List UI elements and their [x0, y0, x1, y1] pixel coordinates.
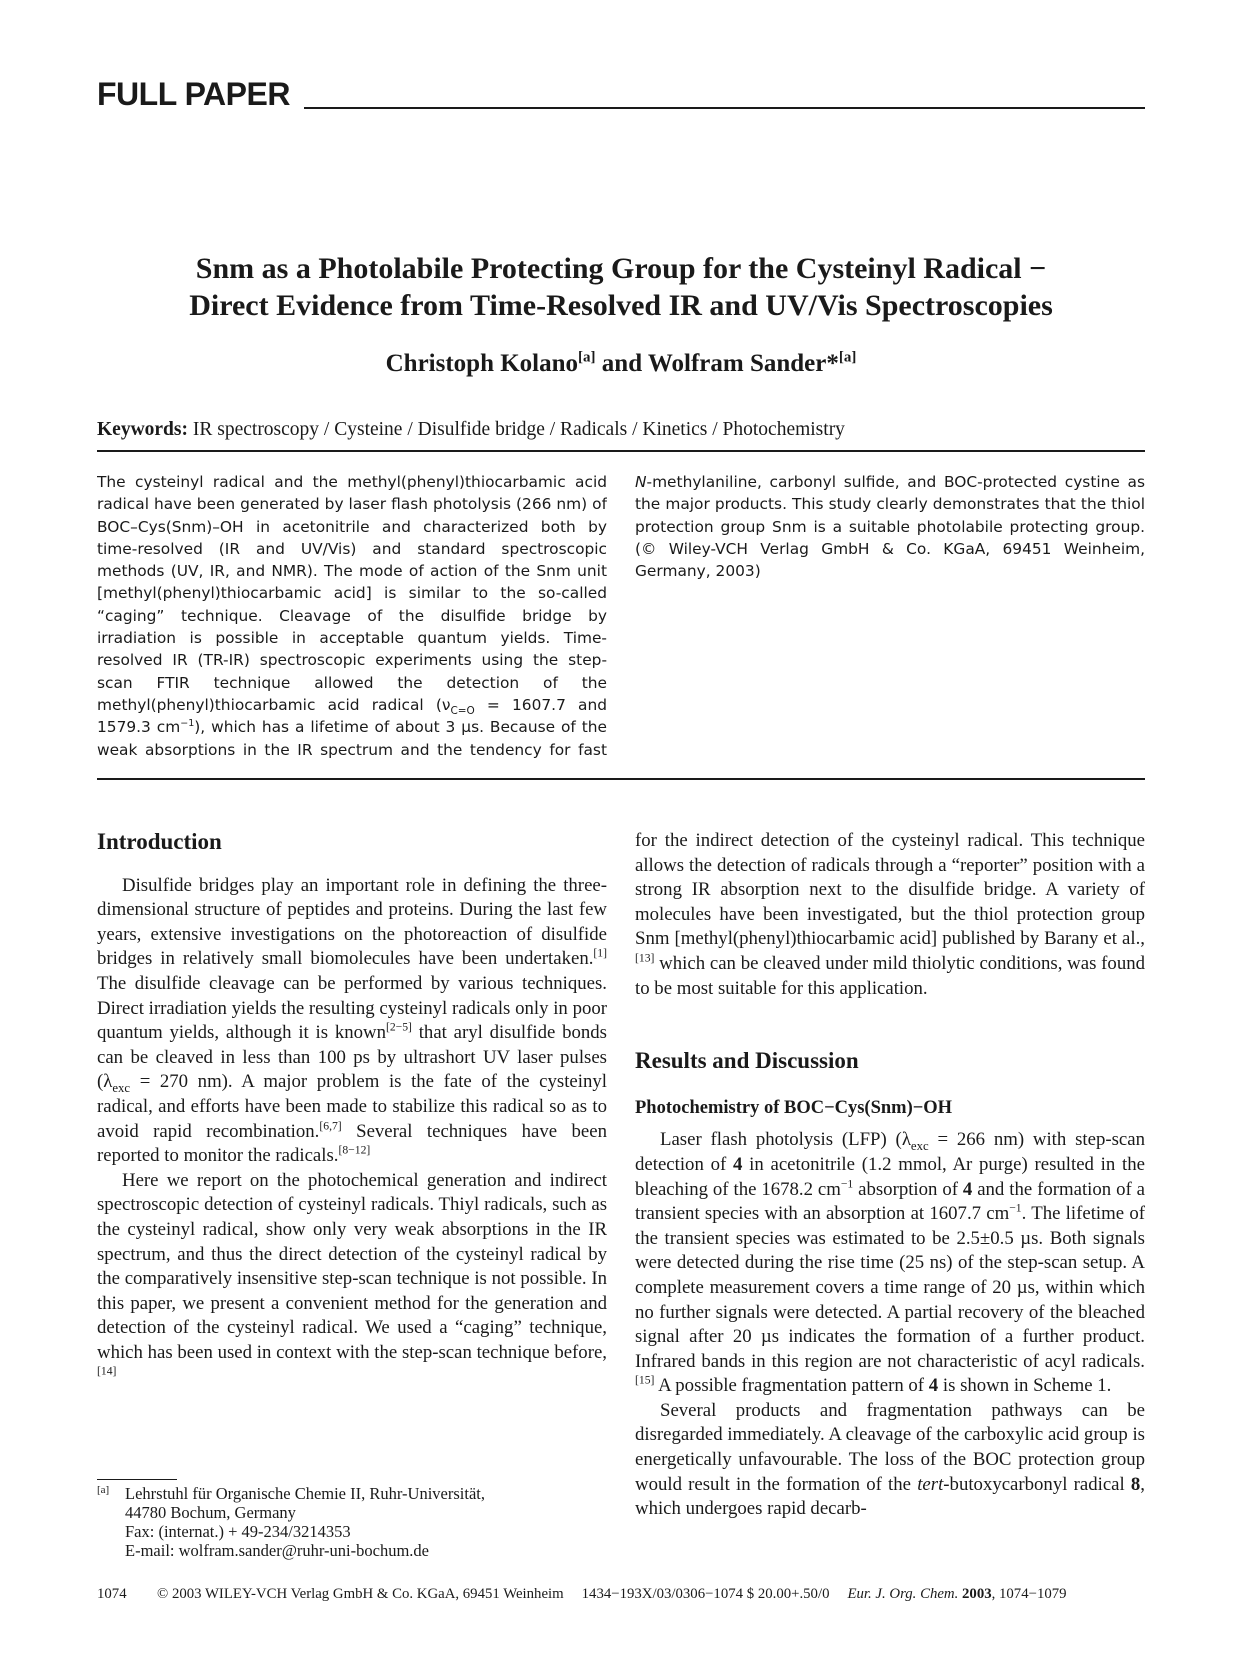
page-footer [97, 1586, 1145, 1603]
footer-code: 1434−193X/03/0306−1074 $ 20.00+.50/0 [581, 1586, 830, 1602]
intro-paragraph-2-part-2: for the indirect detection of the cysteinyl radical. This technique allows the detection of radicals through a “reporter” position with a strong IR absorption next to the disulfide bridge. A variety of molecules have been investigated, but the thiol protection group Snm [methyl(phenyl)thiocarbamic acid] published by Barany et al.,[13] which can be cleaved under mild thiolytic conditions, was found to be most suitable for this application. [635, 830, 1145, 999]
footnote-mark: [a] [97, 1484, 110, 1496]
abstract-text-4: -methylaniline, carbonyl sulfide, and BOC-protected cystine as the major products. This study clearly demonstrates that the thiol protection group Snm is a suitable photolabile protecting group. (© Wiley-VCH Verlag GmbH & Co. KGaA, 69451 Weinheim, Germany, 2003) [635, 473, 1145, 581]
keywords-label: Keywords: [97, 419, 188, 440]
journal-year: 2003 [962, 1586, 992, 1602]
keywords [97, 419, 845, 441]
author-2-affiliation[interactable]: [a] [838, 349, 857, 366]
abstract-top-rule [97, 450, 1145, 452]
journal-name: Eur. J. Org. Chem. [847, 1586, 959, 1602]
journal-pages: , 1074−1079 [991, 1586, 1067, 1602]
footnote-rule [97, 1479, 177, 1480]
abstract-text-2: = 1607.7 and 1579.3 cm [97, 695, 607, 737]
citation-15[interactable]: [15] [635, 1374, 655, 1388]
author-conjunction: and [595, 350, 648, 377]
abstract-superscript: −1 [180, 718, 195, 730]
citation-13[interactable]: [13] [635, 951, 655, 965]
abstract-bottom-rule [97, 778, 1145, 780]
intro-paragraph-1: Disulfide bridges play an important role in defining the three-dimensional structure of peptides and proteins. During the last few years, extensive investigations on the photoreaction of disulfide bridges in relatively small biomolecules have been undertaken.[1] The disulfide cleavage can be performed by various techniques. Direct irradiation yields the resulting cysteinyl radicals only in poor quantum yields, although it is known[2−5] that aryl disulfide bonds can be cleaved in less than 100 ps by ultrashort UV laser pulses ($\lambda_{exc} = 270$ nm). A major problem is the fate of the cysteinyl radical, and efforts have been made to stabilize this radical so as to avoid rapid recombination.[6,7] Several techniques have been reported to monitor the radicals.[8−12] [97, 874, 607, 1167]
title-line-1: Snm as a Photolabile Protecting Group for the Cysteinyl Radical − [195, 252, 1047, 285]
results-heading: Results and Discussion [635, 1048, 859, 1074]
author-1: Christoph Kolano [385, 350, 579, 377]
abstract-text-1: The cysteinyl radical and the methyl(phenyl)thiocarbamic acid radical have been generated by laser flash photolysis (266 nm) of BOC–Cys(Snm)–OH in acetonitrile and characterized both by time-resolved (IR and UV/Vis) and standard spectroscopic methods (UV, IR, and NMR). The mode of action of the Snm unit [methyl(phenyl)thiocarbamic acid] is similar to the so-called “caging” technique. Cleavage of the disulfide bridge by irradiation is possible in acceptable quantum yields. Time-resolved IR (TR-IR) spectroscopic experiments using the step-scan FTIR technique allowed the detection of the methyl(phenyl)thiocarbamic acid radical (ν [97, 473, 607, 714]
citation-14[interactable]: [14] [97, 1365, 117, 1379]
abstract-text-3: ), which has a lifetime of about 3 µs. Because of the weak absorptions in the IR spectrum and the tendency for fast [97, 718, 607, 758]
abstract-column-left [97, 471, 607, 758]
article-title [97, 250, 1145, 324]
author-1-affiliation[interactable]: [a] [578, 349, 596, 366]
body-column-right [635, 829, 1145, 1522]
section-label: FULL PAPER [97, 76, 290, 112]
body-column-left [97, 830, 607, 1468]
header-rule [304, 107, 1145, 109]
intro-heading: Introduction [97, 829, 222, 854]
abstract-italic: N [635, 473, 647, 491]
results-paragraph-2: Several products and fragmentation pathways can be disregarded immediately. A cleavage of the carboxylic acid group is energetically unfavourable. The loss of the BOC protection group would result in the formation of the tert-butoxycarbonyl radical 8, which undergoes rapid decarb- [635, 1399, 1145, 1520]
abstract-subscript: C=O [450, 705, 475, 718]
author-2: Wolfram Sander* [647, 350, 839, 377]
footnote-line-2: 44780 Bochum, Germany [125, 1503, 296, 1522]
footnote-line-1: Lehrstuhl für Organische Chemie II, Ruhr-Universität, [125, 1484, 485, 1503]
footnote-line-4[interactable]: E-mail: wolfram.sander@ruhr-uni-bochum.de [125, 1541, 429, 1560]
citation-8-12[interactable]: [8−12] [338, 1143, 371, 1157]
footer-copyright: © 2003 WILEY-VCH Verlag GmbH & Co. KGaA, 69451 Weinheim [157, 1586, 564, 1602]
keywords-list: IR spectroscopy / Cysteine / Disulfide bridge / Radicals / Kinetics / Photochemistry [188, 419, 845, 440]
citation-6-7[interactable]: [6,7] [319, 1119, 342, 1133]
affiliation-footnote [97, 1484, 607, 1560]
intro-paragraph-2-part-1: Here we report on the photochemical generation and indirect spectroscopic detection of cysteinyl radicals. Thiyl radicals, such as the cysteinyl radical, show only very weak absorptions in the IR spectrum, and thus the direct detection of the cysteinyl radical by the comparatively insensitive step-scan technique is not possible. In this paper, we present a convenient method for the generation and detection of the cysteinyl radical. We used a “caging” technique, which has been used in context with the step-scan technique before,[14] [97, 1169, 607, 1379]
results-paragraph-1: Laser flash photolysis (LFP) ($\lambda_{exc} = 266$ nm) with step-scan detection of 4 in acetonitrile (1.2 mmol, Ar purge) resulted in the bleaching of the 1678.2 $cm^{-1}$ absorption of 4 and the formation of a transient species with an absorption at 1607.7 $cm^{-1}$. The lifetime of the transient species was estimated to be 2.5±0.5 µs. Both signals were detected during the rise time (25 ns) of the step-scan setup. A complete measurement covers a time range of 20 µs, within which no further signals were detected. A partial recovery of the bleached signal after 20 µs indicates the formation of a further product. Infrared bands in this region are not characteristic of acyl radicals.[15] A possible fragmentation pattern of 4 is shown in Scheme 1. [635, 1129, 1145, 1397]
footnote-line-3: Fax: (internat.) + 49-234/3214353 [125, 1522, 351, 1541]
citation-2-5[interactable]: [2−5] [385, 1020, 412, 1034]
abstract-column-right [635, 471, 1145, 758]
title-line-2: Direct Evidence from Time-Resolved IR and UV/Vis Spectroscopies [189, 289, 1053, 322]
results-subheading: Photochemistry of BOC−Cys(Snm)−OH [635, 1097, 953, 1118]
author-list [97, 350, 1145, 378]
page-number: 1074 [97, 1586, 127, 1602]
citation-1[interactable]: [1] [593, 947, 607, 961]
